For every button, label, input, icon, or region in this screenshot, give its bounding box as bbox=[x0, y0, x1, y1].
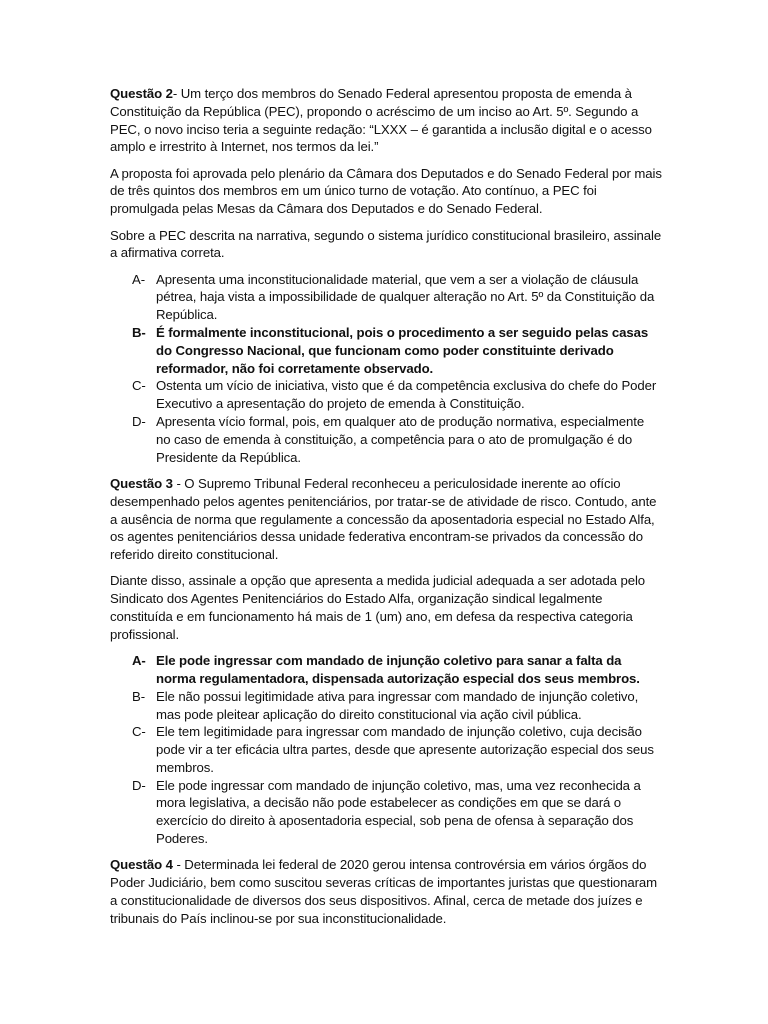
q2-option-a bbox=[110, 271, 662, 324]
q2-option-b bbox=[110, 324, 662, 377]
option-text: Ele tem legitimidade para ingressar com mandado de injunção coletivo, cuja decisão pode vir a ter eficácia ultra partes, desde que apresente autorização especial dos seus membros. bbox=[156, 724, 654, 775]
option-text: Ostenta um vício de iniciativa, visto que é da competência exclusiva do chefe do Poder Executivo a apresentação do projeto de emenda à Constituição. bbox=[156, 378, 657, 412]
q3-label: Questão 3 bbox=[110, 475, 173, 491]
q4-intro-text: - Determinada lei federal de 2020 gerou intensa controvérsia em vários órgãos do Poder Judiciário, bem como suscitou severas críticas de importantes juristas que questionaram a constitucionalidade de diversos dos seus dispositivos. Afinal, cerca de metade dos juízes e tribunais do País inclinou-se por sua inconstitucionalidade. bbox=[110, 857, 658, 926]
q3-option-c bbox=[110, 723, 662, 776]
q2-prompt: Sobre a PEC descrita na narrativa, segundo o sistema jurídico constitucional brasileiro, assinale a afirmativa correta. bbox=[110, 227, 662, 261]
q2-intro-paragraph bbox=[110, 85, 662, 156]
option-letter: C- bbox=[132, 378, 146, 394]
q2-intro-text: - Um terço dos membros do Senado Federal apresentou proposta de emenda à Constituição da República (PEC), propondo o acréscimo de um inciso ao Art. 5º. Segundo a PEC, o novo inciso teria a seguinte redação: “LXXX – é garantida a inclusão digital e o acesso amplo e irrestrito à Internet, nos termos da lei.” bbox=[110, 86, 652, 155]
option-letter: D- bbox=[132, 414, 146, 430]
option-text: É formalmente inconstitucional, pois o procedimento a ser seguido pelas casas do Congresso Nacional, que funcionam como poder constituinte derivado reformador, não foi corretamente observado. bbox=[156, 325, 649, 376]
q2-label: Questão 2 bbox=[110, 86, 173, 101]
q3-option-d bbox=[110, 777, 662, 848]
q3-prompt: Diante disso, assinale a opção que apresenta a medida judicial adequada a ser adotada pelo Sindicato dos Agentes Penitenciários do Estado Alfa, organização sindical legalmente constituída e em funcionamento há mais de 1 (um) ano, em defesa da respectiva categoria profissional. bbox=[110, 573, 646, 642]
option-text: Apresenta uma inconstitucionalidade material, que vem a ser a violação de cláusula pétrea, haja vista a impossibilidade de qualquer alteração no Art. 5º da Constituição da República. bbox=[156, 271, 655, 323]
option-text: Ele não possui legitimidade ativa para ingressar com mandado de injunção coletivo, mas pode pleitear aplicação do direito constitucional via ação civil pública. bbox=[156, 688, 639, 722]
option-text: Ele pode ingressar com mandado de injunção coletivo para sanar a falta da norma regulamentadora, dispensada autorização especial dos seus membros. bbox=[156, 653, 640, 686]
q3-option-b bbox=[110, 688, 662, 724]
q2-options-list bbox=[110, 271, 662, 467]
q3-options-list bbox=[110, 652, 662, 848]
option-letter: A- bbox=[132, 271, 145, 287]
option-letter: B- bbox=[132, 325, 146, 341]
q2-context-paragraph: A proposta foi aprovada pelo plenário da Câmara dos Deputados e do Senado Federal por mais de três quintos dos membros em um único turno de votação. Ato contínuo, a PEC foi promulgada pelas Mesas da Câmara dos Deputados e do Senado Federal. bbox=[110, 165, 662, 217]
q3-intro-paragraph bbox=[110, 475, 662, 564]
option-letter: A- bbox=[132, 653, 146, 669]
q4-label: Questão 4 bbox=[110, 857, 173, 873]
option-letter: C- bbox=[132, 724, 146, 740]
option-letter: D- bbox=[132, 777, 146, 793]
option-text: Apresenta vício formal, pois, em qualquer ato de produção normativa, especialmente no caso de emenda à constituição, a competência para o ato de promulgação é do Presidente da República. bbox=[156, 414, 645, 465]
option-text: Ele pode ingressar com mandado de injunção coletivo, mas, uma vez reconhecida a mora legislativa, a decisão não pode estabelecer as condições em que se dará o exercício do direito à aposentadoria especial, sob pena de ofensa à separação dos Poderes. bbox=[156, 777, 641, 847]
q2-option-d bbox=[110, 413, 662, 466]
q2-option-c bbox=[110, 377, 662, 413]
q3-intro-text: - O Supremo Tribunal Federal reconheceu a periculosidade inerente ao ofício desempenhado pelos agentes penitenciários, por tratar-se de atividade de risco. Contudo, ante a ausência de norma que regulamente a concessão da aposentadoria especial no Estado Alfa, os agentes penitenciários dessa unidade federativa encontram-se privados da concessão do referido direito constitucional. bbox=[110, 475, 657, 563]
q4-intro-paragraph bbox=[110, 856, 662, 927]
q3-option-a bbox=[110, 652, 662, 688]
document-page bbox=[110, 85, 662, 936]
option-letter: B- bbox=[132, 688, 145, 704]
